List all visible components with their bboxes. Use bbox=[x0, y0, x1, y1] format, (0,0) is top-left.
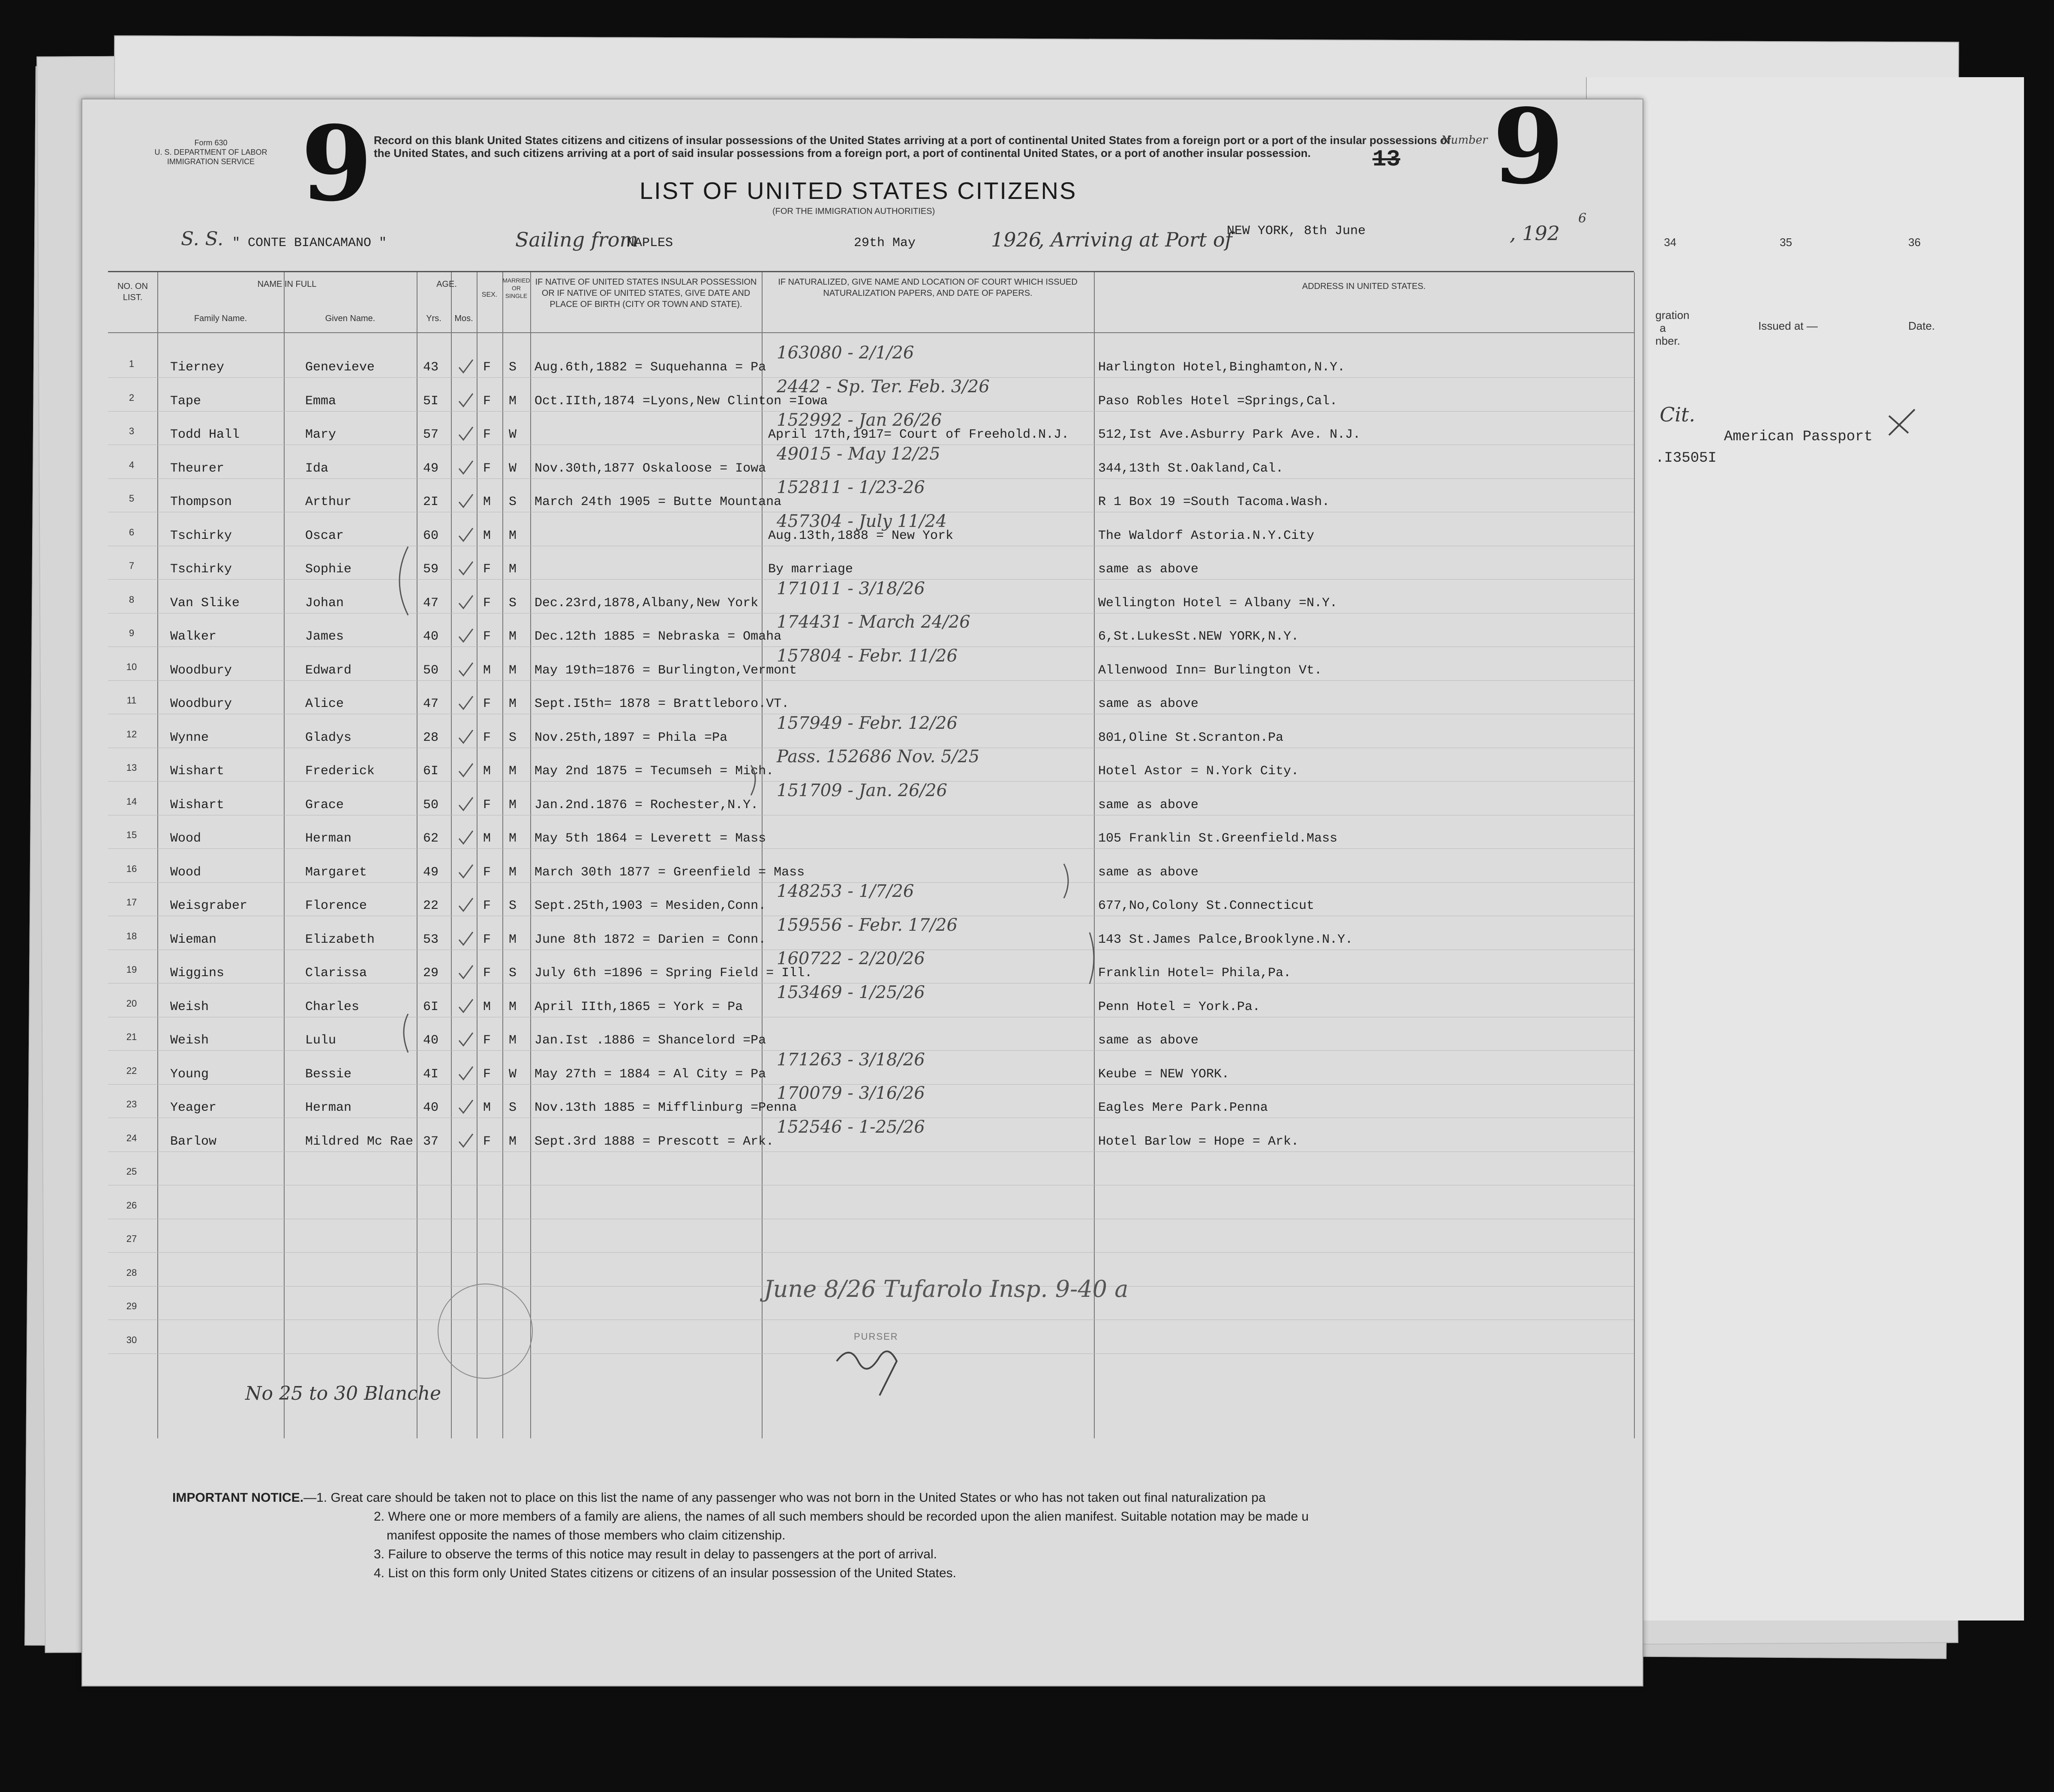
cell-sex: M bbox=[483, 764, 491, 779]
cell-birth: Dec.12th 1885 = Nebraska = Omaha bbox=[535, 629, 782, 644]
cell-nat: By marriage bbox=[768, 562, 853, 577]
cell-ms: M bbox=[509, 528, 517, 543]
cell-addr: same as above bbox=[1098, 697, 1199, 711]
cell-ms: S bbox=[509, 730, 517, 745]
row-number: 1 bbox=[129, 358, 135, 369]
cell-ms: W bbox=[509, 1067, 517, 1082]
cell-yrs: 40 bbox=[423, 1100, 439, 1115]
cell-addr: Hotel Barlow = Hope = Ark. bbox=[1098, 1134, 1299, 1149]
cell-ms: M bbox=[509, 663, 517, 678]
form-info bbox=[147, 138, 275, 166]
col-34: 34 bbox=[1664, 236, 1676, 249]
cell-birth: Aug.6th,1882 = Suquehanna = Pa bbox=[535, 360, 766, 375]
cell-ms: W bbox=[509, 461, 517, 476]
hdr-family-name: Family Name. bbox=[194, 314, 247, 323]
cell-addr: Penn Hotel = York.Pa. bbox=[1098, 999, 1261, 1014]
cell-birth: June 8th 1872 = Darien = Conn. bbox=[535, 932, 766, 947]
row-number: 15 bbox=[126, 830, 137, 840]
number-label: Number bbox=[1441, 134, 1488, 147]
cell-addr: Franklin Hotel= Phila,Pa. bbox=[1098, 966, 1291, 980]
cell-sex: F bbox=[483, 899, 491, 913]
cell-nat-hand: 148253 - 1/7/26 bbox=[777, 881, 914, 901]
col-divider bbox=[1634, 272, 1635, 1438]
hdr-issued: Issued at — bbox=[1758, 319, 1818, 332]
important-notice bbox=[172, 1488, 1630, 1583]
department: U. S. DEPARTMENT OF LABOR bbox=[154, 148, 267, 156]
cell-nat-hand: 171011 - 3/18/26 bbox=[777, 578, 925, 598]
cell-addr: Hotel Astor = N.York City. bbox=[1098, 764, 1299, 779]
notice-label: IMPORTANT NOTICE. bbox=[172, 1491, 304, 1505]
year-1-printed: 192 bbox=[991, 228, 1029, 251]
row-number: 8 bbox=[129, 594, 135, 605]
cell-addr: 344,13th St.Oakland,Cal. bbox=[1098, 461, 1284, 476]
cell-birth: March 30th 1877 = Greenfield = Mass bbox=[535, 865, 805, 880]
cell-addr: Allenwood Inn= Burlington Vt. bbox=[1098, 663, 1322, 678]
cell-addr: same as above bbox=[1098, 797, 1199, 812]
ship-name: " CONTE BIANCAMANO " bbox=[232, 236, 387, 250]
hdr-a: a bbox=[1660, 322, 1666, 334]
cit-note: Cit. bbox=[1660, 403, 1696, 426]
cell-given: Gladys bbox=[305, 730, 352, 745]
cell-family: Thompson bbox=[170, 495, 232, 509]
cell-birth: March 24th 1905 = Butte Mountana bbox=[535, 495, 782, 509]
hdr-married: MARRIED OR SINGLE bbox=[502, 277, 530, 299]
cell-given: Margaret bbox=[305, 865, 367, 880]
cell-given: Lulu bbox=[305, 1033, 336, 1048]
cell-sex: F bbox=[483, 1134, 491, 1149]
cell-sex: F bbox=[483, 932, 491, 947]
row-number: 6 bbox=[129, 526, 135, 538]
cell-addr: R 1 Box 19 =South Tacoma.Wash. bbox=[1098, 495, 1330, 509]
cell-given: Genevieve bbox=[305, 360, 375, 375]
cell-family: Wiggins bbox=[170, 966, 225, 980]
hdr-yrs: Yrs. bbox=[426, 314, 441, 323]
cell-nat-hand: Pass. 152686 Nov. 5/25 bbox=[777, 747, 980, 767]
row-number: 11 bbox=[126, 695, 137, 706]
cell-birth: Oct.IIth,1874 =Lyons,New Clinton =Iowa bbox=[535, 394, 828, 409]
cell-ms: M bbox=[509, 1033, 517, 1048]
passport-number: .I3505I bbox=[1655, 450, 1717, 466]
cell-birth: Jan.Ist .1886 = Shancelord =Pa bbox=[535, 1033, 766, 1048]
cell-birth: July 6th =1896 = Spring Field = Ill. bbox=[535, 966, 813, 980]
cell-birth: Nov.25th,1897 = Phila =Pa bbox=[535, 730, 728, 745]
notice-item-4: 4. List on this form only United States citizens or citizens of an insular possession of the United States. bbox=[374, 1566, 957, 1580]
cell-sex: F bbox=[483, 865, 491, 880]
cell-sex: M bbox=[483, 528, 491, 543]
cell-nat-hand: 152546 - 1-25/26 bbox=[777, 1117, 925, 1137]
row-number: 24 bbox=[126, 1132, 137, 1143]
arrival-port: NEW YORK, 8th June bbox=[1227, 224, 1366, 238]
cell-ms: S bbox=[509, 966, 517, 980]
cell-family: Walker bbox=[170, 629, 217, 644]
form-subtitle: (FOR THE IMMIGRATION AUTHORITIES) bbox=[772, 207, 935, 216]
cell-family: Wishart bbox=[170, 764, 225, 779]
year-2 bbox=[1510, 222, 1560, 245]
cell-sex: M bbox=[483, 831, 491, 846]
row-number: 4 bbox=[129, 459, 135, 470]
cell-yrs: 60 bbox=[423, 528, 439, 543]
row-number: 16 bbox=[126, 863, 137, 874]
cell-addr: The Waldorf Astoria.N.Y.City bbox=[1098, 528, 1315, 543]
cell-yrs: 57 bbox=[423, 427, 439, 442]
cell-family: Wishart bbox=[170, 797, 225, 812]
cell-sex: M bbox=[483, 495, 491, 509]
hdr-name-in-full: NAME IN FULL bbox=[257, 280, 317, 289]
cell-yrs: 49 bbox=[423, 865, 439, 880]
cell-birth: April IIth,1865 = York = Pa bbox=[535, 999, 743, 1014]
cell-birth: Sept.I5th= 1878 = Brattleboro.VT. bbox=[535, 697, 790, 711]
cell-nat-hand: 174431 - March 24/26 bbox=[777, 612, 970, 632]
cell-family: Tierney bbox=[170, 360, 225, 375]
manifest-table bbox=[108, 271, 1634, 1438]
cell-family: Yeager bbox=[170, 1100, 217, 1115]
cell-sex: M bbox=[483, 1100, 491, 1115]
cell-ms: M bbox=[509, 932, 517, 947]
cell-ms: M bbox=[509, 697, 517, 711]
year-2-printed: , 192 bbox=[1510, 222, 1560, 245]
cell-sex: F bbox=[483, 427, 491, 442]
cell-sex: F bbox=[483, 1067, 491, 1082]
record-instructions: Record on this blank United States citizens and citizens of insular possessions of the United States arriving at a port of continental United States from a foreign port or a port of the insular possessions of the United States, and such citizens arriving at a port of said insular possessions from a foreign port, a port of continental United States, or a port of another insular possession. bbox=[374, 134, 1451, 159]
cell-sex: M bbox=[483, 999, 491, 1014]
cell-birth: Sept.25th,1903 = Mesiden,Conn. bbox=[535, 899, 766, 913]
row-number: 10 bbox=[126, 661, 137, 672]
cell-family: Woodbury bbox=[170, 697, 232, 711]
cell-yrs: 28 bbox=[423, 730, 439, 745]
cell-sex: F bbox=[483, 595, 491, 610]
inspector-note: June 8/26 Tufarolo Insp. 9-40 a bbox=[764, 1275, 1129, 1302]
row-number: 9 bbox=[129, 628, 135, 638]
cell-family: Wood bbox=[170, 865, 201, 880]
next-sheet bbox=[1586, 77, 2024, 1621]
row-number: 26 bbox=[126, 1200, 137, 1211]
col-36: 36 bbox=[1908, 236, 1921, 249]
row-number: 21 bbox=[126, 1031, 137, 1042]
cell-nat-hand: 160722 - 2/20/26 bbox=[777, 949, 925, 968]
cell-given: Herman bbox=[305, 1100, 352, 1115]
hdr-no-on-list: NO. ON LIST. bbox=[117, 282, 148, 302]
cell-nat-hand: 153469 - 1/25/26 bbox=[777, 982, 925, 1002]
ss-label: S. S. bbox=[181, 228, 224, 250]
cell-given: Clarissa bbox=[305, 966, 367, 980]
cell-given: Oscar bbox=[305, 528, 344, 543]
cell-given: Frederick bbox=[305, 764, 375, 779]
row-number: 20 bbox=[126, 998, 137, 1009]
form-title: LIST OF UNITED STATES CITIZENS bbox=[640, 177, 1077, 204]
cell-ms: W bbox=[509, 427, 517, 442]
arriving-label: , Arriving at Port of bbox=[1038, 228, 1232, 251]
row-number: 2 bbox=[129, 392, 135, 403]
cell-addr: 143 St.James Palce,Brooklyne.N.Y. bbox=[1098, 932, 1353, 947]
cell-sex: F bbox=[483, 360, 491, 375]
cell-birth: Sept.3rd 1888 = Prescott = Ark. bbox=[535, 1134, 774, 1149]
cell-ms: M bbox=[509, 562, 517, 577]
row-number: 22 bbox=[126, 1065, 137, 1076]
cell-yrs: 6I bbox=[423, 764, 439, 779]
cell-nat-hand: 2442 - Sp. Ter. Feb. 3/26 bbox=[777, 376, 990, 397]
notice-item-2b: manifest opposite the names of those members who claim citizenship. bbox=[387, 1528, 786, 1542]
blank-rows-note: No 25 to 30 Blanche bbox=[245, 1383, 441, 1404]
row-number: 19 bbox=[126, 964, 137, 975]
year-1 bbox=[991, 228, 1041, 251]
cell-addr: Eagles Mere Park.Penna bbox=[1098, 1100, 1268, 1115]
cell-yrs: 29 bbox=[423, 966, 439, 980]
cell-ms: M bbox=[509, 999, 517, 1014]
cell-sex: F bbox=[483, 1033, 491, 1048]
cell-addr: 105 Franklin St.Greenfield.Mass bbox=[1098, 831, 1338, 846]
cell-ms: M bbox=[509, 394, 517, 409]
cell-nat-hand: 457304 - July 11/24 bbox=[777, 511, 947, 531]
cell-given: Grace bbox=[305, 797, 344, 812]
cell-family: Theurer bbox=[170, 461, 225, 476]
cell-nat-hand: 152992 - Jan 26/26 bbox=[777, 410, 942, 430]
cell-nat: April 17th,1917= Court of Freehold.N.J. bbox=[768, 427, 1069, 442]
cell-yrs: 50 bbox=[423, 663, 439, 678]
cell-given: Bessie bbox=[305, 1067, 352, 1082]
cell-ms: M bbox=[509, 1134, 517, 1149]
cell-given: Mary bbox=[305, 427, 336, 442]
cell-ms: M bbox=[509, 629, 517, 644]
cell-yrs: 22 bbox=[423, 899, 439, 913]
year-1-hand: 6 bbox=[1028, 228, 1042, 251]
check-x-mark bbox=[1887, 407, 1917, 437]
cell-given: Ida bbox=[305, 461, 329, 476]
cell-addr: 512,Ist Ave.Asburry Park Ave. N.J. bbox=[1098, 427, 1361, 442]
passport-text: American Passport bbox=[1724, 429, 1873, 445]
cell-family: Barlow bbox=[170, 1134, 217, 1149]
cell-birth: Jan.2nd.1876 = Rochester,N.Y. bbox=[535, 797, 759, 812]
cell-given: Edward bbox=[305, 663, 352, 678]
cell-family: Tschirky bbox=[170, 562, 232, 577]
sailing-port: NAPLES bbox=[627, 236, 673, 250]
cell-sex: F bbox=[483, 629, 491, 644]
cell-family: Van Slike bbox=[170, 595, 240, 610]
cell-yrs: 49 bbox=[423, 461, 439, 476]
cell-yrs: 40 bbox=[423, 1033, 439, 1048]
row-number: 18 bbox=[126, 930, 137, 941]
cell-nat-hand: 157804 - Febr. 11/26 bbox=[777, 646, 958, 666]
cell-ms: S bbox=[509, 360, 517, 375]
cell-yrs: 37 bbox=[423, 1134, 439, 1149]
cell-yrs: 47 bbox=[423, 697, 439, 711]
row-number: 7 bbox=[129, 560, 135, 571]
sailing-label: Sailing from bbox=[515, 228, 639, 251]
row-number: 13 bbox=[126, 762, 137, 773]
cell-nat-hand: 159556 - Febr. 17/26 bbox=[777, 915, 958, 935]
cell-ms: M bbox=[509, 831, 517, 846]
sheet-number-right: 9 bbox=[1492, 86, 1564, 207]
cell-yrs: 5I bbox=[423, 394, 439, 409]
cell-yrs: 50 bbox=[423, 797, 439, 812]
cell-yrs: 2I bbox=[423, 495, 439, 509]
cell-family: Weish bbox=[170, 999, 209, 1014]
cell-birth: Dec.23rd,1878,Albany,New York bbox=[535, 595, 759, 610]
cell-birth: Nov.13th 1885 = Mifflinburg =Penna bbox=[535, 1100, 797, 1115]
cell-ms: M bbox=[509, 865, 517, 880]
notice-item-3: 3. Failure to observe the terms of this notice may result in delay to passengers at the port of arrival. bbox=[374, 1547, 937, 1561]
row-number: 28 bbox=[126, 1267, 137, 1278]
cell-birth: May 2nd 1875 = Tecumseh = Mich. bbox=[535, 764, 774, 779]
cell-yrs: 6I bbox=[423, 999, 439, 1014]
notice-item-2: 2. Where one or more members of a family are aliens, the names of all such members should be recorded upon the alien manifest. Suitable notation may be made u bbox=[374, 1509, 1309, 1524]
cell-nat-hand: 163080 - 2/1/26 bbox=[777, 343, 914, 363]
year-2-hand: 6 bbox=[1578, 211, 1587, 226]
cell-birth: May 19th=1876 = Burlington,Vermont bbox=[535, 663, 797, 678]
cell-given: Florence bbox=[305, 899, 367, 913]
hdr-birth: IF NATIVE OF UNITED STATES INSULAR POSSESSION OR IF NATIVE OF UNITED STATES, GIVE DATE AND PLACE OF BIRTH (CITY OR TOWN AND STATE). bbox=[535, 277, 757, 309]
hdr-address: ADDRESS IN UNITED STATES. bbox=[1302, 282, 1426, 291]
row-number: 23 bbox=[126, 1099, 137, 1109]
row-number: 30 bbox=[126, 1334, 137, 1345]
cell-sex: F bbox=[483, 394, 491, 409]
hdr-number: nber. bbox=[1655, 334, 1680, 347]
row-number: 17 bbox=[126, 897, 137, 908]
sailing-date: 29th May bbox=[854, 236, 916, 250]
hdr-naturalized: IF NATURALIZED, GIVE NAME AND LOCATION OF COURT WHICH ISSUED NATURALIZATION PAPERS, AND DATE OF PAPERS. bbox=[778, 277, 1078, 298]
row-number: 5 bbox=[129, 493, 135, 504]
hdr-date: Date. bbox=[1908, 319, 1935, 332]
cell-yrs: 47 bbox=[423, 595, 439, 610]
cell-given: James bbox=[305, 629, 344, 644]
row-number: 3 bbox=[129, 426, 135, 436]
cell-sex: F bbox=[483, 461, 491, 476]
cell-given: Sophie bbox=[305, 562, 352, 577]
hdr-gration: gration bbox=[1655, 309, 1690, 322]
hand-marks bbox=[108, 272, 1634, 1438]
cell-family: Weisgraber bbox=[170, 899, 248, 913]
hdr-age: AGE. bbox=[436, 280, 457, 289]
cell-nat-hand: 152811 - 1/23-26 bbox=[777, 478, 925, 497]
cell-family: Tschirky bbox=[170, 528, 232, 543]
cell-nat-hand: 151709 - Jan. 26/26 bbox=[777, 780, 947, 800]
cell-birth: May 27th = 1884 = Al City = Pa bbox=[535, 1067, 766, 1082]
cell-yrs: 59 bbox=[423, 562, 439, 577]
notice-line-1 bbox=[172, 1488, 1630, 1507]
cell-sex: F bbox=[483, 697, 491, 711]
cell-sex: F bbox=[483, 562, 491, 577]
cell-ms: S bbox=[509, 495, 517, 509]
cell-given: Charles bbox=[305, 999, 360, 1014]
cell-family: Woodbury bbox=[170, 663, 232, 678]
cell-yrs: 40 bbox=[423, 629, 439, 644]
cell-family: Wynne bbox=[170, 730, 209, 745]
cell-yrs: 43 bbox=[423, 360, 439, 375]
cell-family: Tape bbox=[170, 394, 201, 409]
row-number: 14 bbox=[126, 796, 137, 807]
struck-number: 13 bbox=[1372, 147, 1400, 173]
cell-addr: Wellington Hotel = Albany =N.Y. bbox=[1098, 595, 1338, 610]
cell-nat-hand: 171263 - 3/18/26 bbox=[777, 1049, 925, 1070]
cell-ms: S bbox=[509, 1100, 517, 1115]
sheet-number-left: 9 bbox=[301, 103, 372, 224]
cell-sex: F bbox=[483, 797, 491, 812]
cell-nat-hand: 49015 - May 12/25 bbox=[777, 444, 940, 464]
cell-family: Young bbox=[170, 1067, 209, 1082]
cell-addr: Harlington Hotel,Binghamton,N.Y. bbox=[1098, 360, 1345, 375]
cell-given: Alice bbox=[305, 697, 344, 711]
ship-line bbox=[181, 228, 223, 250]
col-35: 35 bbox=[1780, 236, 1792, 249]
cell-ms: M bbox=[509, 764, 517, 779]
cell-addr: same as above bbox=[1098, 865, 1199, 880]
cell-ms: S bbox=[509, 595, 517, 610]
cell-addr: same as above bbox=[1098, 562, 1199, 577]
cell-yrs: 62 bbox=[423, 831, 439, 846]
row-number: 27 bbox=[126, 1233, 137, 1244]
cell-yrs: 4I bbox=[423, 1067, 439, 1082]
cell-nat-hand: 170079 - 3/16/26 bbox=[777, 1083, 925, 1103]
cell-given: Mildred Mc Rae bbox=[305, 1134, 414, 1149]
notice-item-1: —1. Great care should be taken not to place on this list the name of any passenger who was not born in the United States or who has not taken out final naturalization pa bbox=[303, 1491, 1266, 1505]
cell-addr: same as above bbox=[1098, 1033, 1199, 1048]
cell-sex: M bbox=[483, 663, 491, 678]
cell-birth: Nov.30th,1877 Oskaloose = Iowa bbox=[535, 461, 766, 476]
cell-given: Emma bbox=[305, 394, 336, 409]
purser-stamp: PURSER bbox=[854, 1331, 898, 1342]
cell-family: Weish bbox=[170, 1033, 209, 1048]
cell-ms: M bbox=[509, 797, 517, 812]
row-number: 25 bbox=[126, 1166, 137, 1177]
hdr-mos: Mos. bbox=[454, 314, 473, 323]
cell-given: Johan bbox=[305, 595, 344, 610]
form-number: Form 630 bbox=[194, 138, 228, 147]
cell-addr: 677,No,Colony St.Connecticut bbox=[1098, 899, 1315, 913]
cell-nat-hand: 157949 - Febr. 12/26 bbox=[777, 713, 958, 733]
row-number: 12 bbox=[126, 728, 137, 740]
cell-nat: Aug.13th,1888 = New York bbox=[768, 528, 954, 543]
cell-addr: Paso Robles Hotel =Springs,Cal. bbox=[1098, 394, 1338, 409]
cell-family: Wood bbox=[170, 831, 201, 846]
cell-addr: 6,St.LukesSt.NEW YORK,N.Y. bbox=[1098, 629, 1299, 644]
cell-given: Herman bbox=[305, 831, 352, 846]
manifest-sheet bbox=[81, 86, 1643, 1687]
cell-birth: May 5th 1864 = Leverett = Mass bbox=[535, 831, 766, 846]
cell-family: Todd Hall bbox=[170, 427, 240, 442]
cell-family: Wieman bbox=[170, 932, 217, 947]
cell-addr: Keube = NEW YORK. bbox=[1098, 1067, 1230, 1082]
cell-yrs: 53 bbox=[423, 932, 439, 947]
cell-ms: S bbox=[509, 899, 517, 913]
cell-given: Arthur bbox=[305, 495, 352, 509]
cell-given: Elizabeth bbox=[305, 932, 375, 947]
row-number: 29 bbox=[126, 1301, 137, 1311]
hdr-sex: SEX. bbox=[481, 291, 498, 298]
cell-addr: 801,Oline St.Scranton.Pa bbox=[1098, 730, 1284, 745]
cell-sex: F bbox=[483, 730, 491, 745]
cell-sex: F bbox=[483, 966, 491, 980]
service: IMMIGRATION SERVICE bbox=[167, 157, 255, 166]
hdr-given-name: Given Name. bbox=[325, 314, 375, 323]
